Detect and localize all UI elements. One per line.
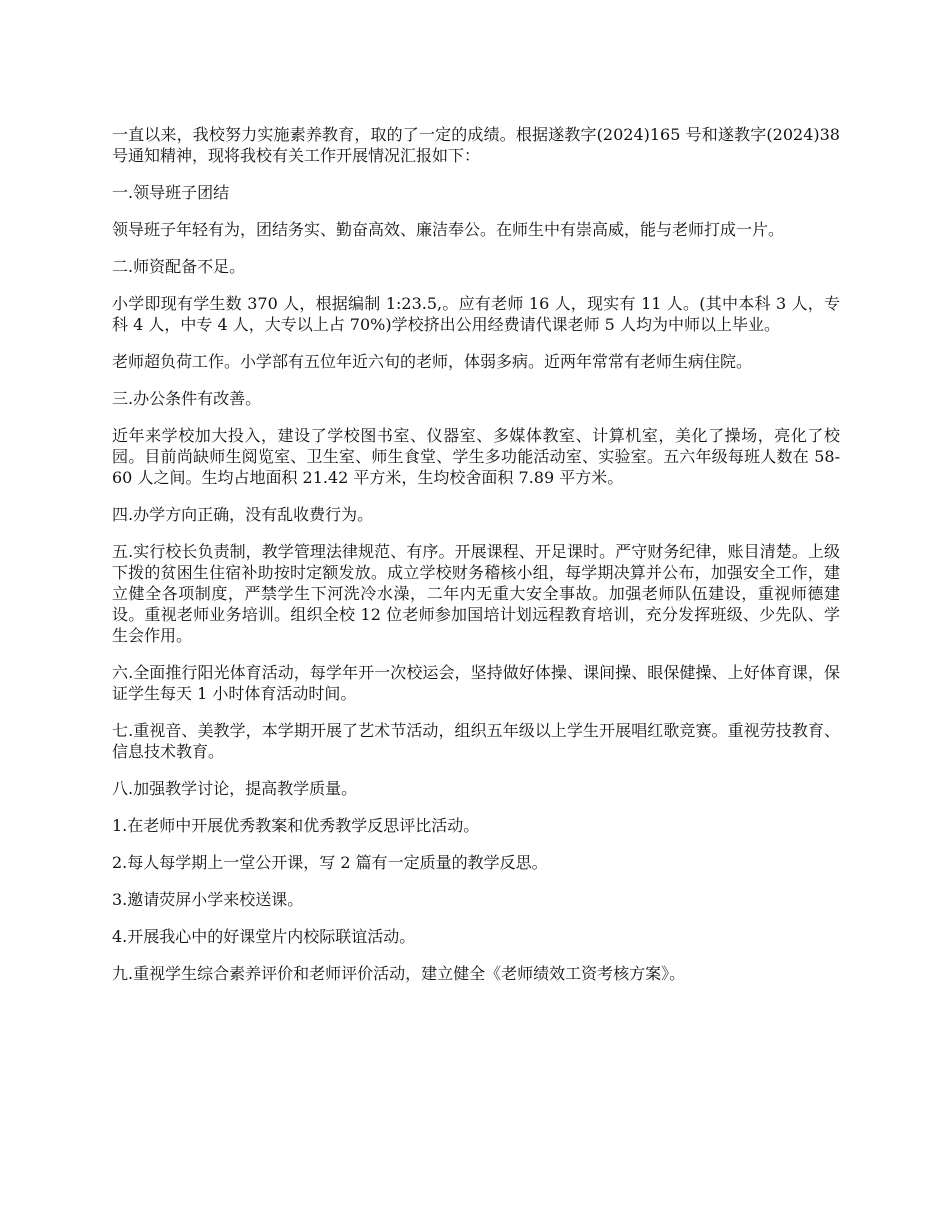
section-7-paragraph: 七.重视音、美教学，本学期开展了艺术节活动，组织五年级以上学生开展唱红歌竞赛。重视劳技教育、信息技术教育。 xyxy=(112,721,840,761)
section-heading-1: 一.领导班子团结 xyxy=(112,183,230,202)
list-item: 3.邀请荧屏小学来校送课。 xyxy=(112,890,304,909)
list-item: 1.在老师中开展优秀教案和优秀教学反思评比活动。 xyxy=(112,816,480,835)
section-6-paragraph: 六.全面推行阳光体育活动，每学年开一次校运会，坚持做好体操、课间操、眼保健操、上好体育课，保证学生每天 1 小时体育活动时间。 xyxy=(112,663,840,703)
section-1-paragraph: 领导班子年轻有为，团结务实、勤奋高效、廉洁奉公。在师生中有崇高威，能与老师打成一片。 xyxy=(112,220,785,239)
list-item: 4.开展我心中的好课堂片内校际联谊活动。 xyxy=(112,927,416,946)
section-3-paragraph: 近年来学校加大投入，建设了学校图书室、仪器室、多媒体教室、计算机室，美化了操场，亮化了校园。目前尚缺师生阅览室、卫生室、师生食堂、学生多功能活动室、实验室。五六年级每班人数在 58-60 人之间。生均占地面积 21.42 平方米，生均校舍面积 7.89 平方米。 xyxy=(112,426,840,487)
section-2-paragraph-1: 小学即现有学生数 370 人，根据编制 1:23.5,。应有老师 16 人，现实有 11 人。(其中本科 3 人，专科 4 人，中专 4 人，大专以上占 70%)学校挤出公用经费请代课老师 5 人均为中师以上毕业。 xyxy=(112,294,840,334)
document-body xyxy=(112,124,840,1000)
section-heading-4: 四.办学方向正确，没有乱收费行为。 xyxy=(112,505,374,524)
section-5-paragraph: 五.实行校长负责制，教学管理法律规范、有序。开展课程、开足课时。严守财务纪律，账目清楚。上级下拨的贫困生住宿补助按时定额发放。成立学校财务稽核小组，每学期决算并公布，加强安全工作，建立健全各项制度，严禁学生下河洗冷水澡，二年内无重大安全事故。加强老师队伍建设，重视师德建设。重视老师业务培训。组织全校 12 位老师参加国培计划远程教育培训，充分发挥班级、少先队、学生会作用。 xyxy=(112,542,840,645)
section-9-paragraph: 九.重视学生综合素养评价和老师评价活动，建立健全《老师绩效工资考核方案》。 xyxy=(112,964,686,983)
intro-paragraph: 一直以来，我校努力实施素养教育，取的了一定的成绩。根据遂教字(2024)165 号和遂教字(2024)38 号通知精神，现将我校有关工作开展情况汇报如下： xyxy=(112,125,840,165)
section-heading-2: 二.师资配备不足。 xyxy=(112,257,246,276)
section-heading-8: 八.加强教学讨论，提高教学质量。 xyxy=(112,779,358,798)
list-item: 2.每人每学期上一堂公开课，写 2 篇有一定质量的教学反思。 xyxy=(112,853,548,872)
section-2-paragraph-2: 老师超负荷工作。小学部有五位年近六旬的老师，体弱多病。近两年常常有老师生病住院。 xyxy=(112,352,753,371)
section-heading-3: 三.办公条件有改善。 xyxy=(112,389,262,408)
